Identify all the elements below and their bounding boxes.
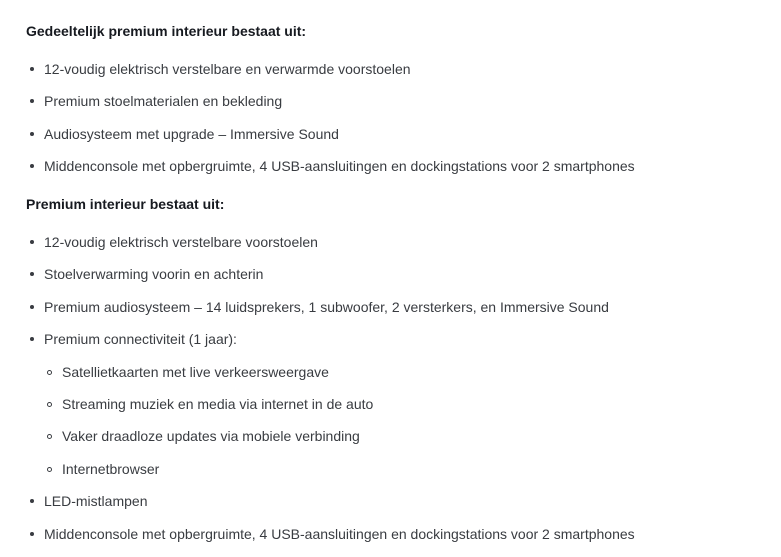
- list-item: 12-voudig elektrisch verstelbare en verwarmde voorstoelen: [30, 60, 411, 78]
- sub-list-item: Internetbrowser: [47, 460, 159, 478]
- list-item: Premium stoelmaterialen en bekleding: [30, 92, 282, 110]
- hollow-bullet-icon: [47, 370, 52, 375]
- sub-list-item: Vaker draadloze updates via mobiele verbinding: [47, 427, 360, 445]
- bullet-icon: [30, 305, 34, 309]
- list-item: Audiosysteem met upgrade – Immersive Sound: [30, 125, 339, 143]
- bullet-icon: [30, 532, 34, 536]
- bullet-icon: [30, 99, 34, 103]
- bullet-icon: [30, 499, 34, 503]
- list-item: LED-mistlampen: [30, 492, 147, 510]
- list-item: Stoelverwarming voorin en achterin: [30, 265, 263, 283]
- list-item: Middenconsole met opbergruimte, 4 USB-aansluitingen en dockingstations voor 2 smartphones: [30, 525, 635, 543]
- hollow-bullet-icon: [47, 467, 52, 472]
- bullet-icon: [30, 272, 34, 276]
- hollow-bullet-icon: [47, 434, 52, 439]
- section-heading-partial-premium: Gedeeltelijk premium interieur bestaat uit:: [26, 23, 307, 39]
- bullet-icon: [30, 240, 34, 244]
- bullet-icon: [30, 337, 34, 341]
- bullet-icon: [30, 132, 34, 136]
- bullet-icon: [30, 67, 34, 71]
- list-item: Middenconsole met opbergruimte, 4 USB-aansluitingen en dockingstations voor 2 smartphones: [30, 157, 635, 175]
- sub-list-item: Streaming muziek en media via internet in de auto: [47, 395, 373, 413]
- bullet-icon: [30, 164, 34, 168]
- hollow-bullet-icon: [47, 402, 52, 407]
- list-item: 12-voudig elektrisch verstelbare voorstoelen: [30, 233, 318, 251]
- list-item: Premium audiosysteem – 14 luidsprekers, 1 subwoofer, 2 versterkers, en Immersive Sound: [30, 298, 609, 316]
- sub-list-item: Satellietkaarten met live verkeersweergave: [47, 363, 329, 381]
- list-item: Premium connectiviteit (1 jaar):: [30, 330, 237, 348]
- section-heading-premium: Premium interieur bestaat uit:: [26, 196, 225, 212]
